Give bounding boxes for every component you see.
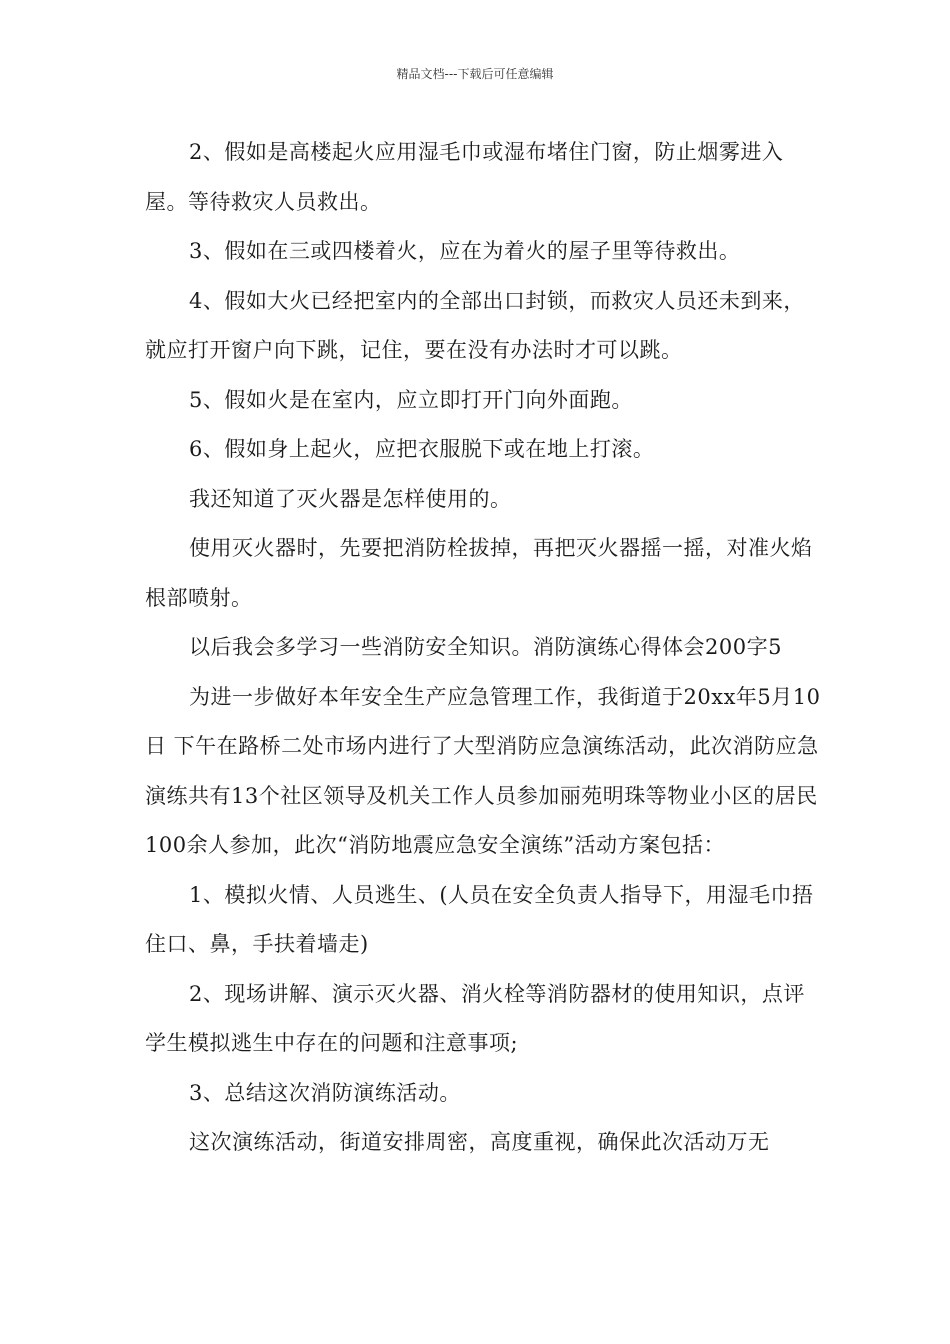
document-body	[145, 128, 825, 1168]
paragraph: 2、假如是高楼起火应用湿毛巾或湿布堵住门窗，防止烟雾进入屋。等待救灾人员救出。	[145, 140, 784, 214]
paragraph: 这次演练活动，街道安排周密，高度重视，确保此次活动万无	[189, 1130, 770, 1154]
paragraph: 5、假如火是在室内，应立即打开门向外面跑。	[189, 387, 633, 412]
paragraph: 以后我会多学习一些消防安全知识。消防演练心得体会200字5	[189, 635, 782, 659]
paragraph: 3、总结这次消防演练活动。	[189, 1080, 461, 1105]
paragraph: 6、假如身上起火，应把衣服脱下或在地上打滚。	[189, 437, 655, 461]
paragraph: 3、假如在三或四楼着火，应在为着火的屋子里等待救出。	[189, 239, 741, 263]
paragraph: 1、模拟火情、人员逃生、(人员在安全负责人指导下，用湿毛巾捂住口、鼻，手扶着墙走)	[145, 882, 814, 956]
page-header: 精品文档---下载后可任意编辑	[396, 67, 554, 81]
paragraph: 2、现场讲解、演示灭火器、消火栓等消防器材的使用知识，点评学生模拟逃生中存在的问题和注意事项;	[145, 981, 805, 1055]
paragraph: 为进一步做好本年安全生产应急管理工作，我街道于20xx年5月10日 下午在路桥二处市场内进行了大型消防应急演练活动，此次消防应急演练共有13个社区领导及机关工作人员参加丽苑明珠等物业小区的居民100余人参加，此次“消防地震应急安全演练”活动方案包括：	[145, 684, 821, 857]
paragraph: 使用灭火器时，先要把消防栓拔掉，再把灭火器摇一摇，对准火焰根部喷射。	[145, 536, 813, 610]
paragraph: 4、假如大火已经把室内的全部出口封锁，而救灾人员还未到来，就应打开窗户向下跳，记住，要在没有办法时才可以跳。	[145, 288, 805, 362]
paragraph: 我还知道了灭火器是怎样使用的。	[189, 486, 512, 511]
